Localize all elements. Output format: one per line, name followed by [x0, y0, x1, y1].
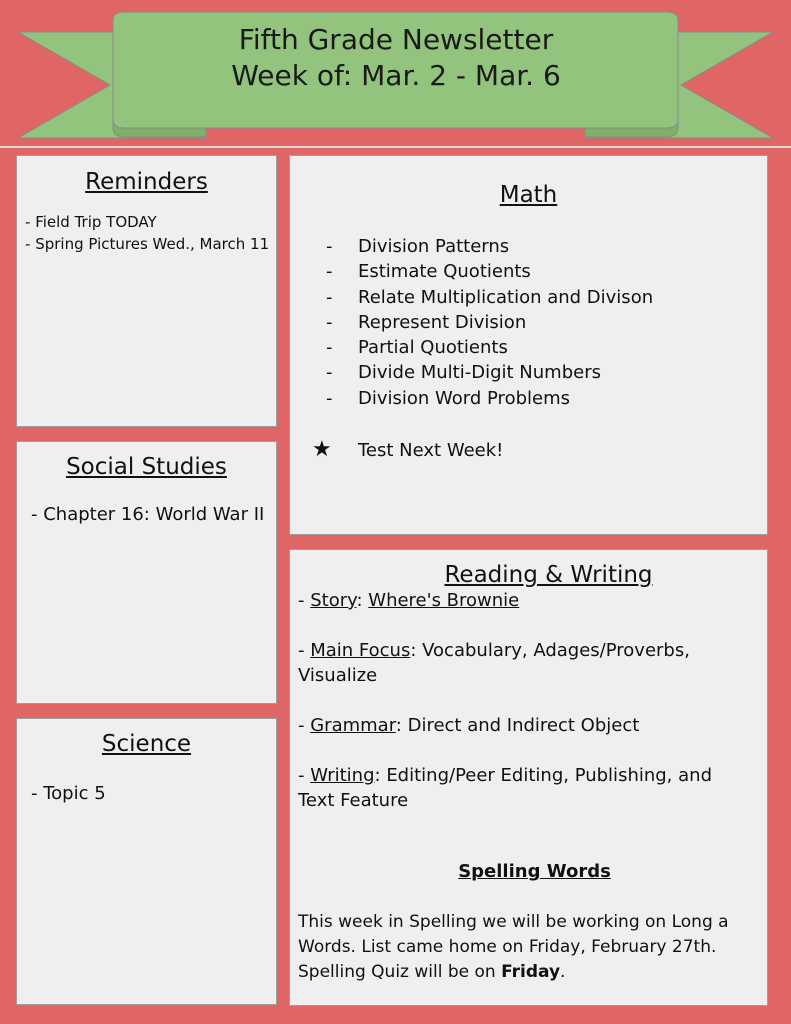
list-item: - Chapter 16: World War II	[31, 504, 265, 525]
social-studies-list	[31, 504, 276, 525]
spelling-text: This week in Spelling we will be working on Long a Words. List came home on Friday, February 27th. Spelling Quiz will be on Friday.	[298, 912, 729, 982]
focus-line: - Main Focus: Vocabulary, Adages/Proverbs, Visualize	[298, 640, 690, 686]
list-item: - Spring Pictures Wed., March 11	[25, 235, 270, 253]
newsletter-title	[113, 22, 679, 94]
science-panel	[16, 718, 277, 1005]
title-line-2: Week of: Mar. 2 - Mar. 6	[231, 59, 561, 92]
list-item: - Division Patterns	[326, 236, 510, 257]
list-item: - Division Word Problems	[326, 387, 570, 409]
title-line-1: Fifth Grade Newsletter	[238, 23, 554, 56]
grammar-line: - Grammar: Direct and Indirect Object	[298, 715, 640, 736]
math-title: Math	[499, 182, 558, 208]
math-panel	[289, 155, 768, 535]
list-item: - Estimate Quotients	[326, 261, 531, 283]
header-divider	[0, 146, 791, 148]
spelling-title: Spelling Words	[458, 861, 611, 882]
reading-writing-title: Reading & Writing	[444, 562, 653, 588]
math-topics-list	[326, 234, 767, 411]
list-item: - Topic 5	[31, 783, 106, 804]
science-title: Science	[101, 731, 192, 757]
social-studies-panel	[16, 441, 277, 704]
list-item: - Relate Multiplication and Divison	[326, 286, 654, 308]
reminders-panel	[16, 155, 277, 427]
list-item: - Divide Multi-Digit Numbers	[326, 362, 601, 384]
header-banner	[0, 0, 791, 148]
star-icon: ★	[312, 437, 332, 463]
list-item: - Represent Division	[326, 311, 527, 333]
list-item: - Field Trip TODAY	[25, 213, 157, 231]
reading-details	[298, 588, 767, 813]
reading-writing-panel	[289, 549, 768, 1006]
story-line: - Story: Where's Brownie	[298, 590, 520, 611]
test-note: ★ Test Next Week!	[312, 437, 504, 463]
reminders-list	[25, 211, 276, 255]
science-list	[31, 783, 276, 804]
writing-line: - Writing: Editing/Peer Editing, Publishing, and Text Feature	[298, 765, 712, 811]
reminders-title: Reminders	[85, 169, 208, 195]
social-studies-title: Social Studies	[66, 454, 227, 480]
list-item: - Partial Quotients	[326, 337, 508, 359]
